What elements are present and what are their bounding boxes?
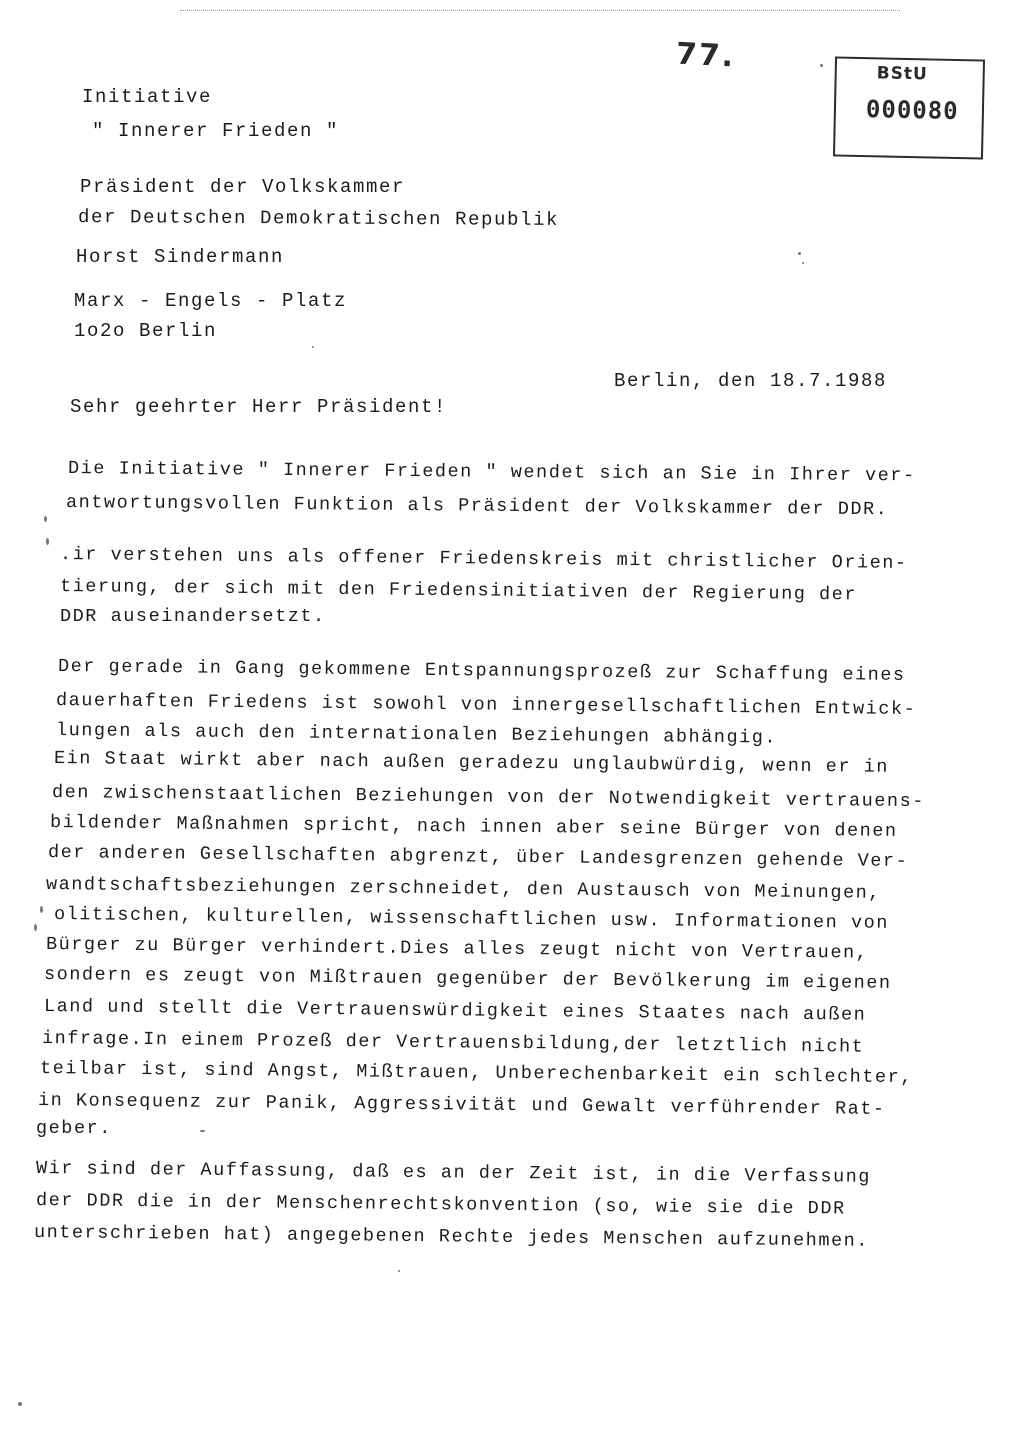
body-line: wandtschaftsbeziehungen zerschneidet, den Austausch von Meinungen, [45, 874, 882, 904]
body-line: der anderen Gesellschaften abgrenzt, über Landesgrenzen gehende Ver- [47, 842, 909, 873]
body-line: tierung, der sich mit den Friedensinitiativen der Regierung der [59, 576, 858, 606]
body-line: Der gerade in Gang gekommene Entspannungsprozeß zur Schaffung eines [57, 656, 906, 686]
scan-speck [18, 1402, 22, 1406]
body-line: Land und stellt die Vertrauenswürdigkeit eines Staates nach außen [43, 996, 867, 1026]
body-line: in Konsequenz zur Panik, Aggressivität und Gewalt verführender Rat- [37, 1090, 886, 1120]
recipient-line: Marx - Engels - Platz [74, 290, 348, 312]
scan-speck [798, 252, 801, 255]
scan-speck [46, 538, 49, 545]
recipient-line: Horst Sindermann [76, 246, 285, 268]
body-line: der DDR die in der Menschenrechtskonvention (so, wie sie die DDR [35, 1190, 846, 1220]
body-line: Ein Staat wirkt aber nach außen geradezu unglaubwürdig, wenn er in [53, 748, 890, 778]
handwritten-page-number: 77. [675, 36, 737, 75]
body-line: Bürger zu Bürger verhindert.Dies alles zeugt nicht von Vertrauen, [45, 934, 869, 964]
body-line: sondern es zeugt von Mißtrauen gegenüber der Bevölkerung im eigenen [43, 964, 892, 994]
body-line: antwortungsvollen Funktion als Präsident der Volkskammer der DDR. [65, 492, 889, 521]
scan-speck [34, 924, 37, 931]
scan-speck [200, 1130, 205, 1132]
scan-speck [802, 262, 804, 264]
body-line: geber. [36, 1118, 112, 1139]
sender-line: Initiative [82, 86, 213, 108]
scan-speck [40, 906, 43, 913]
body-line: DDR auseinandersetzt. [60, 606, 326, 627]
body-line: olitischen, kulturellen, wissenschaftlichen usw. Informationen von [53, 904, 890, 934]
body-line: bildender Maßnahmen spricht, nach innen aber seine Bürger von denen [49, 812, 898, 842]
scan-speck [820, 64, 823, 67]
stamp-number: 000080 [865, 95, 959, 126]
scan-speck [44, 516, 47, 522]
body-line: .ir verstehen uns als offener Friedenskreis mit christlicher Orien- [59, 544, 908, 574]
body-line: dauerhaften Friedens ist sowohl von innergesellschaftlichen Entwick- [55, 690, 917, 721]
body-line: Die Initiative " Innerer Frieden " wendet sich an Sie in Ihrer ver- [67, 458, 916, 487]
sender-line: " Innerer Frieden " [92, 120, 340, 142]
recipient-line: 1o2o Berlin [74, 320, 218, 342]
recipient-line: Präsident der Volkskammer [80, 176, 406, 198]
letter-date: Berlin, den 18.7.1988 [614, 370, 888, 392]
body-line: infrage.In einem Prozeß der Vertrauensbildung,der letztlich nicht [41, 1028, 865, 1058]
top-edge-rule [180, 10, 900, 11]
salutation: Sehr geehrter Herr Präsident! [70, 396, 448, 418]
body-line: lungen als auch den internationalen Beziehungen abhängig. [55, 720, 778, 749]
body-line: teilbar ist, sind Angst, Mißtrauen, Unberechenbarkeit ein schlechter, [39, 1058, 914, 1089]
scan-speck [398, 1270, 400, 1272]
body-line: unterschrieben hat) angegebenen Rechte jedes Menschen aufzunehmen. [33, 1222, 870, 1252]
body-line: den zwischenstaatlichen Beziehungen von der Notwendigkeit vertrauens- [51, 782, 926, 813]
archive-stamp [833, 56, 985, 159]
scan-speck [312, 346, 314, 348]
recipient-line: der Deutschen Demokratischen Republik [77, 206, 560, 231]
stamp-label: BStU [876, 63, 929, 85]
body-line: Wir sind der Auffassung, daß es an der Zeit ist, in die Verfassung [35, 1158, 872, 1188]
